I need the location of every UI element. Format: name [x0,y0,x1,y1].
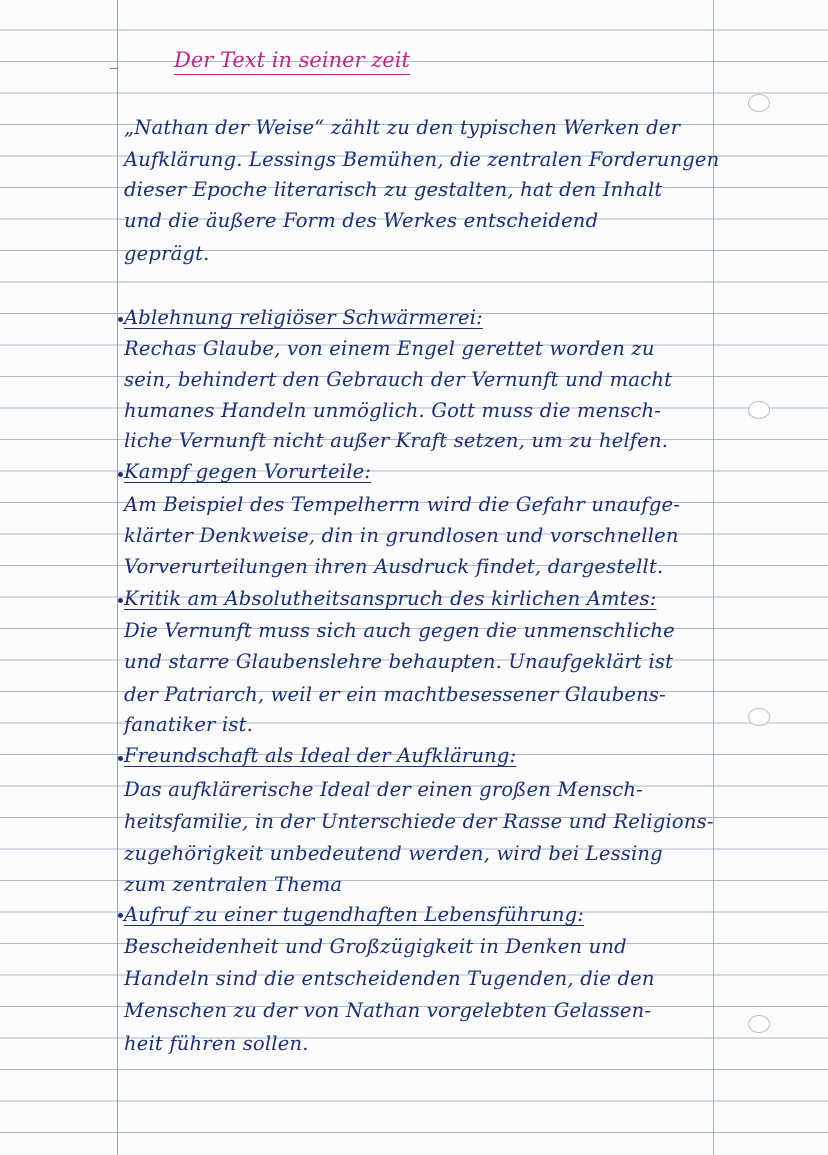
left-margin-line [117,0,118,1155]
right-margin-line [713,0,714,1155]
section-line: Bescheidenheit und Großzügigkeit in Denken und [124,935,627,958]
intro-line: geprägt. [124,242,210,265]
punch-hole [748,94,770,112]
section-line: humanes Handeln unmöglich. Gott muss die mensch- [124,399,662,422]
intro-line: und die äußere Form des Werkes entscheidend [124,209,599,232]
section-line: zum zentralen Thema [124,873,343,896]
punch-hole [748,1015,770,1033]
section-line: sein, behindert den Gebrauch der Vernunft und macht [124,368,673,391]
bullet-marker [118,598,123,603]
section-heading: Freundschaft als Ideal der Aufklärung: [124,744,517,767]
bullet-marker [118,756,123,761]
section-line: Das aufklärerische Ideal der einen großen Mensch- [124,778,643,801]
section-line: klärter Denkweise, din in grundlosen und vorschnellen [124,524,679,547]
section-line: und starre Glaubenslehre behaupten. Unaufgeklärt ist [124,650,674,673]
section-line: der Patriarch, weil er ein machtbesessener Glaubens- [124,683,666,706]
bullet-marker [118,913,123,918]
intro-line: Aufklärung. Lessings Bemühen, die zentralen Forderungen [124,148,720,171]
section-line: fanatiker ist. [124,713,254,736]
section-line: Handeln sind die entscheidenden Tugenden, die den [124,967,655,990]
intro-line: dieser Epoche literarisch zu gestalten, hat den Inhalt [124,178,663,201]
bullet-marker [118,317,123,322]
section-heading: Aufruf zu einer tugendhaften Lebensführung: [124,903,585,926]
section-heading: Kritik am Absolutheitsanspruch des kirlichen Amtes: [124,587,657,610]
section-line: heitsfamilie, in der Unterschiede der Rasse und Religions- [124,810,714,833]
section-line: Rechas Glaube, von einem Engel gerettet worden zu [124,337,655,360]
page-title: Der Text in seiner zeit [174,46,410,75]
section-line: Die Vernunft muss sich auch gegen die unmenschliche [124,619,675,642]
section-line: zugehörigkeit unbedeutend werden, wird bei Lessing [124,842,663,865]
section-line: heit führen sollen. [124,1032,309,1055]
section-line: Menschen zu der von Nathan vorgelebten Gelassen- [124,999,652,1022]
section-heading: Ablehnung religiöser Schwärmerei: [124,306,483,329]
punch-hole [748,401,770,419]
bullet-marker [118,472,123,477]
section-heading: Kampf gegen Vorurteile: [124,460,372,483]
margin-tick-mark [110,68,118,69]
punch-hole [748,708,770,726]
section-line: liche Vernunft nicht außer Kraft setzen, um zu helfen. [124,429,669,452]
section-line: Am Beispiel des Tempelherrn wird die Gefahr unaufge- [124,493,681,516]
section-line: Vorverurteilungen ihren Ausdruck findet, dargestellt. [124,555,664,578]
intro-line: „Nathan der Weise“ zählt zu den typischen Werken der [124,116,681,139]
